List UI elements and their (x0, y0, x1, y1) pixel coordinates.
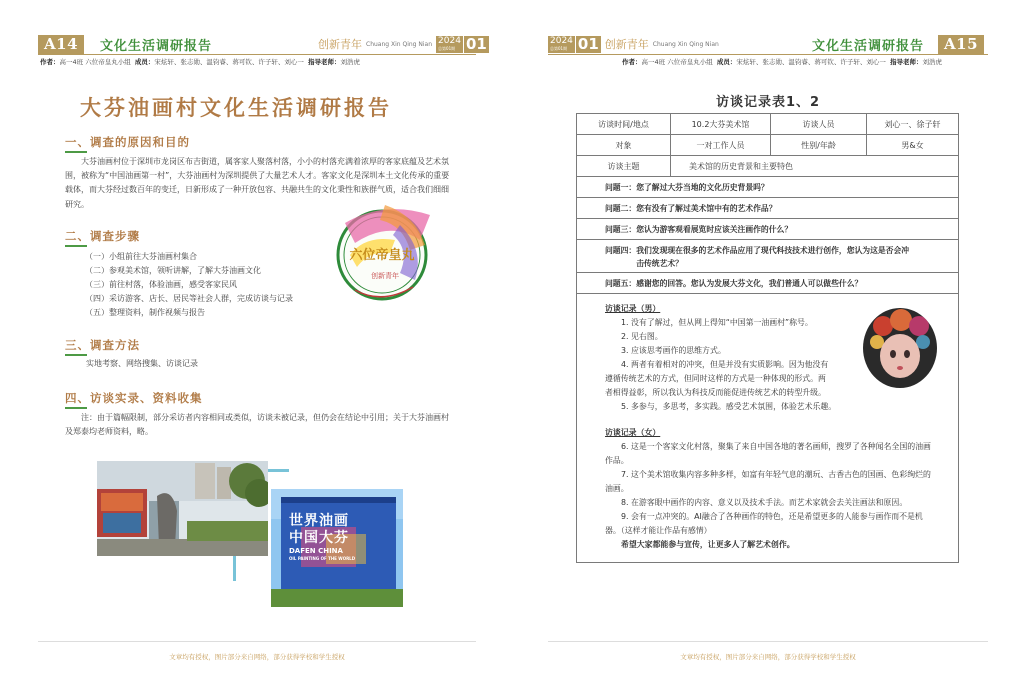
step-item: （五）整理资料，制作视频与报告 (85, 308, 205, 318)
brand-name-en: Chuang Xin Qing Nian (366, 40, 433, 48)
question-label: 问题三： (605, 224, 637, 234)
record-item: 5. 多参与，多思考，多实践。感受艺术氛围，体验艺术乐趣。 (621, 402, 837, 411)
museum-sign-line: 中国大芬 (289, 530, 349, 546)
question-cell (577, 240, 916, 272)
issue-badge (436, 36, 489, 53)
question-text: 您认为游客观看展览时应该关注画作的什么？ (636, 224, 793, 234)
record-item: 8. 在游客眼中画作的内容、意义以及技术手法。而艺术家就会去关注画法和原因。 (621, 498, 908, 507)
table-cell-label: 对象 (577, 135, 671, 155)
step-item: （二）参观美术馆，领听讲解，了解大芬油画文化 (85, 266, 261, 276)
section-heading-3 (65, 337, 140, 353)
question-row (577, 177, 958, 198)
advisor-label: 指导老师： (889, 58, 923, 66)
right-brand (548, 34, 719, 54)
table-cell-value: 刘心一、徐子轩 (884, 119, 941, 129)
author: 高一4班 六位帝皇丸小组 (641, 58, 713, 66)
footer-divider (38, 641, 476, 642)
section-title: 文化生活调研报告 (100, 38, 213, 54)
museum-building-photo (271, 489, 403, 607)
question-text: 感谢您的回答。您认为发展大芬文化，我们普通人可以做些什么？ (636, 278, 863, 288)
issue-year: 2024 (438, 36, 461, 46)
table-cell-label: 性别/年龄 (771, 135, 867, 155)
section-4-text: 注：由于篇幅限制，部分采访者内容相同或类似，访谈未被记录，但仍会在结论中引用；关于大芬油画村及郑泰均老师资料，略。 (65, 413, 449, 437)
table-row (577, 156, 958, 177)
museum-sign-line: OIL PAINTING OF THE WORLD (289, 556, 356, 561)
question-text: 您了解过大芬当地的文化历史背景吗？ (636, 182, 769, 192)
members-label: 成员： (716, 58, 737, 66)
question-row (577, 240, 958, 273)
report-title: 大芬油画村文化生活调研报告 (80, 95, 392, 120)
brand-name: 创新青年 (318, 38, 362, 51)
question-label: 问题四： (605, 246, 637, 255)
table-row (577, 114, 958, 135)
table-cell-value: 男&女 (901, 140, 924, 150)
table-row (577, 135, 958, 156)
museum-sign-line: 世界油画 (289, 513, 349, 529)
question-row (577, 273, 958, 294)
authors-line (622, 57, 942, 66)
issue-year-sub: 总第01期 (550, 46, 568, 51)
record-row (577, 294, 958, 562)
section-heading-2 (65, 228, 140, 244)
table-cell-value: 10.2大芬美术馆 (671, 114, 771, 134)
section-heading-1 (65, 134, 190, 150)
record-item: 1. 没有了解过，但从网上得知“中国第一油画村”称号。 (621, 318, 813, 327)
authors-line (40, 57, 360, 66)
question-row (577, 198, 958, 219)
closing-note: 希望大家都能参与宣传，让更多人了解艺术创作。 (621, 540, 795, 549)
seal-text: 六位帝皇丸 (349, 248, 415, 263)
interview-record (577, 294, 958, 562)
question-label: 问题五： (605, 278, 637, 288)
museum-sign (289, 513, 355, 562)
table-cell-label: 访谈主题 (577, 156, 671, 176)
issue-number: 01 (465, 34, 487, 53)
author-label: 作者： (40, 58, 60, 66)
question-label: 问题二： (605, 203, 637, 213)
issue-number: 01 (577, 34, 599, 53)
author-label: 作者： (622, 58, 642, 66)
table-cell-label: 访谈时间/地点 (577, 114, 671, 134)
left-header (38, 34, 212, 54)
section-heading-text: 四、访谈实录、资料收集 (65, 391, 203, 405)
brand-name-en: Chuang Xin Qing Nian (652, 40, 719, 48)
step-item: （三）前往村落，体验油画，感受客家民风 (85, 280, 237, 290)
table-cell-label: 访谈人员 (771, 114, 867, 134)
question-cell (577, 273, 862, 293)
question-cell (577, 219, 792, 239)
question-row (577, 219, 958, 240)
right-header (812, 34, 984, 54)
seal-sub-text: 创新青年 (371, 272, 399, 280)
members: 宋炫轩、张志勋、温钧睿、蒋可钦、许子轩、刘心一 (154, 58, 304, 66)
issue-badge (548, 36, 601, 53)
page-number: A15 (938, 35, 984, 54)
advisor: 刘浩虎 (340, 58, 360, 66)
record-item: 4. 两者有着相对的冲突，但是并没有实质影响。因为他没有遵循传统艺术的方式，但同时这样的方式是一种体现的形式。两者相得益彰，所以我认为科技反而能促进传统艺术的转型升级。 (605, 360, 829, 397)
interview-table (576, 113, 959, 563)
section-heading-4 (65, 390, 203, 406)
record-item: 9. 会有一点冲突的。AI融合了各种画作的特色，还是希望更多的人能参与画作而不是机器。（这样才能让作品有感情） (605, 512, 923, 535)
advisor-label: 指导老师： (307, 58, 341, 66)
question-text: 您有没有了解过美术馆中有的艺术作品？ (636, 203, 777, 213)
footer-divider (548, 641, 988, 642)
page-number: A14 (38, 35, 84, 54)
members-label: 成员： (134, 58, 155, 66)
footer-note: 文章均有授权，图片部分来自网络，部分获得学校和学生授权 (680, 653, 856, 661)
left-brand (318, 34, 489, 54)
record-item: 7. 这个美术馆收集内容多种多样，如富有年轻气息的潮玩、古香古色的国画、色彩绚烂的油画。 (605, 470, 931, 493)
team-seal (325, 195, 440, 310)
issue-year-sub: 总第01期 (438, 46, 456, 51)
museum-sign-line: DAFEN CHINA (289, 547, 343, 555)
advisor: 刘浩虎 (922, 58, 942, 66)
record-male-title: 访谈记录（男） (605, 304, 661, 313)
table-cell-value: 美术馆的历史背景和主要特色 (689, 161, 793, 171)
record-item: 2. 见右图。 (621, 332, 663, 341)
section-heading-text: 三、调查方法 (65, 338, 140, 352)
question-label: 问题一： (605, 182, 637, 192)
record-female-title: 访谈记录（女） (605, 428, 661, 437)
step-item: （一）小组前往大芬油画村集合 (85, 252, 197, 261)
table-title: 访谈记录表1、2 (715, 95, 821, 110)
record-item: 3. 应该思考画作的思维方式。 (621, 346, 726, 355)
section-heading-text: 二、调查步骤 (65, 229, 140, 243)
step-item: （四）采访游客、店长、居民等社会人群，完成访谈与记录 (85, 294, 293, 304)
footer-note: 文章均有授权，图片部分来自网络，部分获得学校和学生授权 (169, 653, 345, 661)
brand-name: 创新青年 (604, 38, 649, 51)
members: 宋炫轩、张志勋、温钧睿、蒋可钦、许子轩、刘心一 (736, 58, 886, 66)
question-cell (577, 177, 769, 197)
question-cell (577, 198, 777, 218)
header-divider (548, 54, 988, 55)
village-street-photo (97, 461, 268, 556)
section-heading-text: 一、调查的原因和目的 (65, 135, 190, 149)
header-divider (38, 54, 476, 55)
steps-list (85, 250, 293, 320)
right-page (512, 0, 1024, 695)
record-item: 6. 这是一个客家文化村落，聚集了来自中国各地的著名画师，搜罗了各种闻名全国的油画作品。 (605, 442, 931, 465)
issue-year: 2024 (550, 36, 573, 46)
painting-portrait (863, 308, 937, 388)
section-1-text: 大芬油画村位于深圳市龙岗区布吉街道，属客家人聚落村落，小小的村落充满着浓厚的客家底蕴及艺术氛围，被称为“中国油画第一村”，大芬油画村为深圳提供了大量艺术人才。客家文化是深圳本土文化传承的重要载体，而大芬经过数百年的变迁，日新形成了一种开放包容、共融共生的文化秉性和族群气质，适合我们细细研究。 (65, 157, 450, 209)
table-cell-value: 一对工作人员 (671, 135, 771, 155)
section-3-text: 实地考察、网络搜集、访谈记录 (86, 359, 198, 368)
author: 高一4班 六位帝皇丸小组 (59, 58, 131, 66)
question-text: 我们发现现在很多的艺术作品应用了现代科技技术进行创作，您认为这是否会冲击传统艺术？ (636, 246, 910, 268)
section-title: 文化生活调研报告 (812, 38, 925, 54)
